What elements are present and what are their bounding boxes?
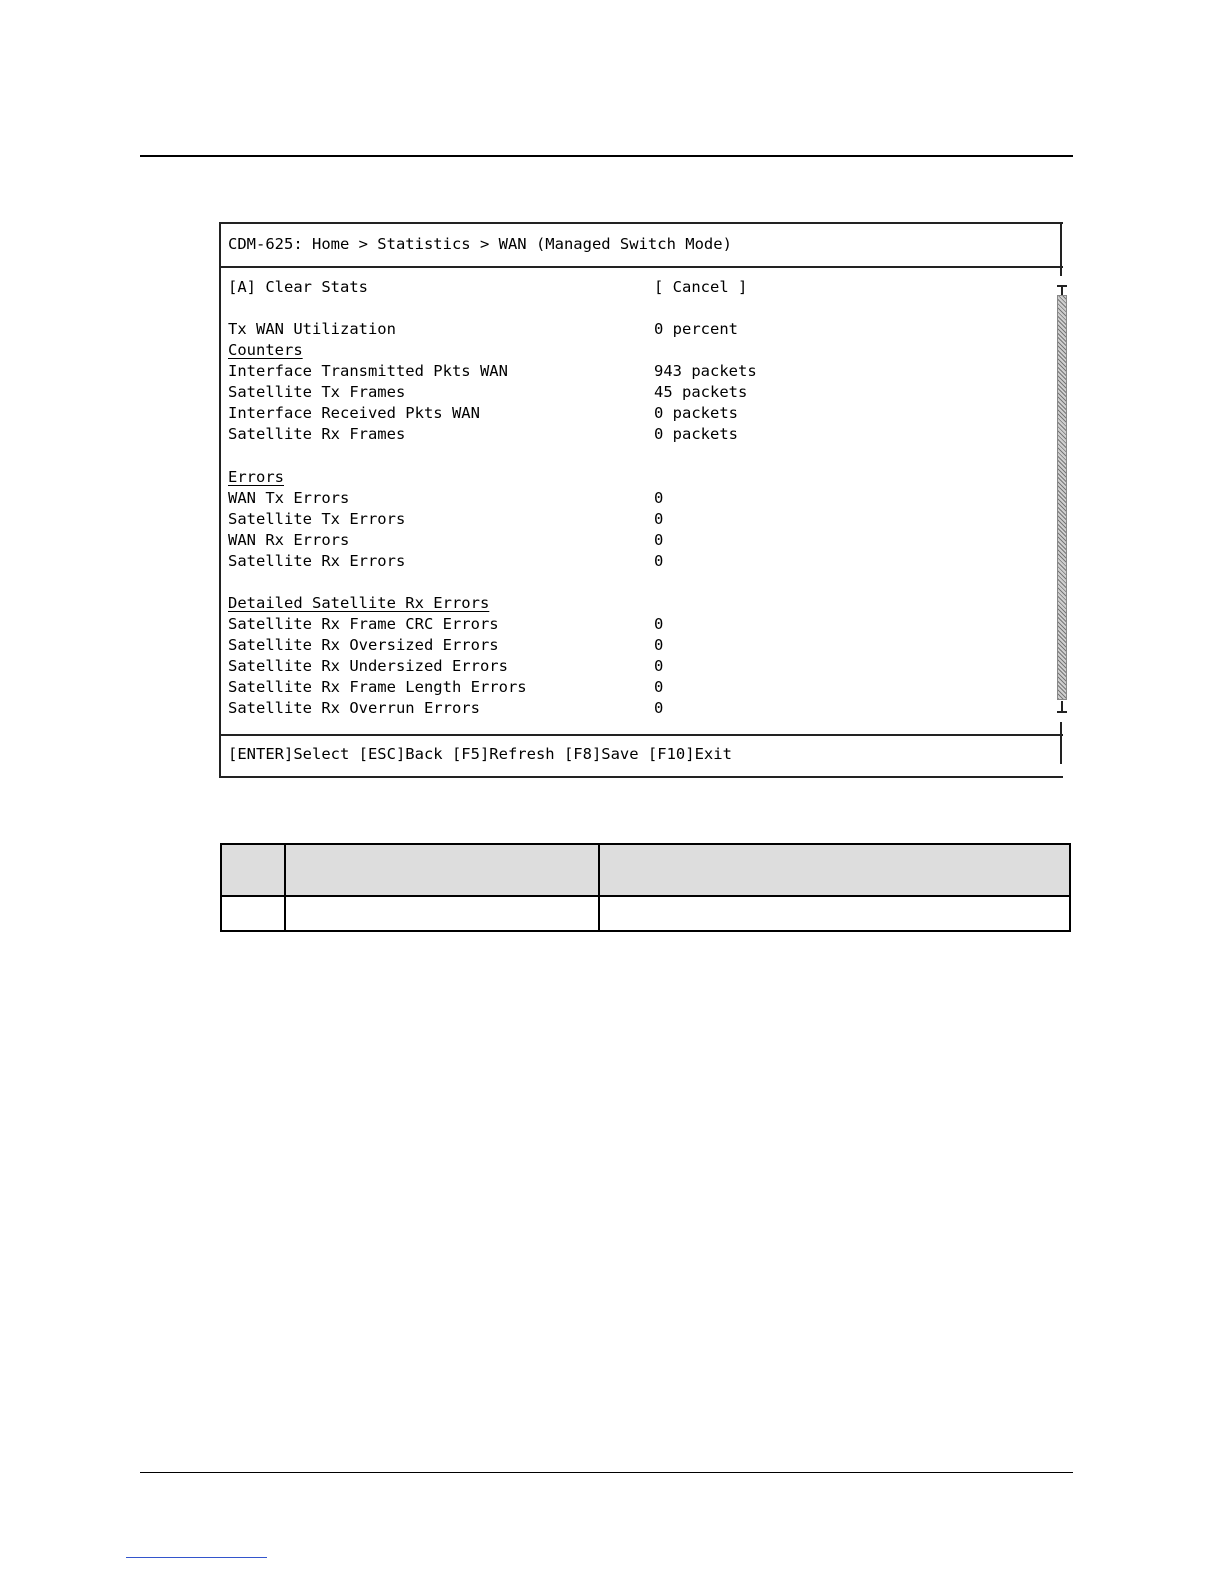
detailed-error-value: 0 — [654, 678, 664, 696]
vertical-scrollbar[interactable] — [1053, 285, 1071, 713]
clear-stats-option[interactable]: [A] Clear Stats — [228, 278, 368, 296]
error-value: 0 — [654, 552, 664, 570]
detailed-error-value: 0 — [654, 636, 664, 654]
detailed-error-label: Satellite Rx Frame Length Errors — [228, 678, 527, 696]
error-value: 0 — [654, 510, 664, 528]
table-cell — [285, 896, 599, 931]
error-value: 0 — [654, 531, 664, 549]
scrollbar-thumb[interactable] — [1057, 295, 1067, 700]
counter-value: 45 packets — [654, 383, 748, 401]
counter-label: Satellite Tx Frames — [228, 383, 406, 401]
key-hints: [ENTER]Select [ESC]Back [F5]Refresh [F8]Save [F10]Exit — [228, 745, 732, 763]
table-header-cell — [599, 844, 1070, 896]
terminal-header — [221, 224, 1063, 268]
counter-label: Interface Transmitted Pkts WAN — [228, 362, 508, 380]
detailed-error-value: 0 — [654, 699, 664, 717]
breadcrumb-title: CDM-625: Home > Statistics > WAN (Managed Switch Mode) — [228, 235, 732, 253]
error-label: Satellite Tx Errors — [228, 510, 406, 528]
detailed-error-value: 0 — [654, 615, 664, 633]
detailed-error-label: Satellite Rx Overrun Errors — [228, 699, 480, 717]
terminal-right-border — [1060, 222, 1062, 276]
table-cell — [221, 896, 285, 931]
terminal-footer — [221, 734, 1063, 776]
table-header-cell — [285, 844, 599, 896]
error-label: Satellite Rx Errors — [228, 552, 406, 570]
description-table — [220, 843, 1071, 932]
table-header-cell — [221, 844, 285, 896]
table-row — [221, 896, 1070, 931]
terminal-window — [219, 222, 1063, 778]
scrollbar-bottom-cap — [1057, 711, 1067, 713]
terminal-right-border — [1060, 722, 1062, 764]
error-label: WAN Rx Errors — [228, 531, 350, 549]
top-rule — [140, 155, 1073, 157]
counter-value: 0 packets — [654, 425, 738, 443]
counters-heading: Counters — [228, 341, 303, 359]
utilization-label: Tx WAN Utilization — [228, 320, 396, 338]
detailed-error-label: Satellite Rx Undersized Errors — [228, 657, 508, 675]
cancel-option[interactable]: [ Cancel ] — [654, 278, 748, 296]
bottom-rule — [140, 1472, 1073, 1473]
counter-value: 943 packets — [654, 362, 757, 380]
detailed-error-label: Satellite Rx Frame CRC Errors — [228, 615, 499, 633]
counter-value: 0 packets — [654, 404, 738, 422]
errors-heading: Errors — [228, 468, 284, 486]
error-value: 0 — [654, 489, 664, 507]
utilization-value: 0 percent — [654, 320, 738, 338]
detailed-errors-heading: Detailed Satellite Rx Errors — [228, 594, 490, 612]
table-header-row — [221, 844, 1070, 896]
table-cell — [599, 896, 1070, 931]
detailed-error-label: Satellite Rx Oversized Errors — [228, 636, 499, 654]
detailed-error-value: 0 — [654, 657, 664, 675]
footer-link-underline — [126, 1557, 267, 1558]
counter-label: Satellite Rx Frames — [228, 425, 406, 443]
error-label: WAN Tx Errors — [228, 489, 350, 507]
counter-label: Interface Received Pkts WAN — [228, 404, 480, 422]
